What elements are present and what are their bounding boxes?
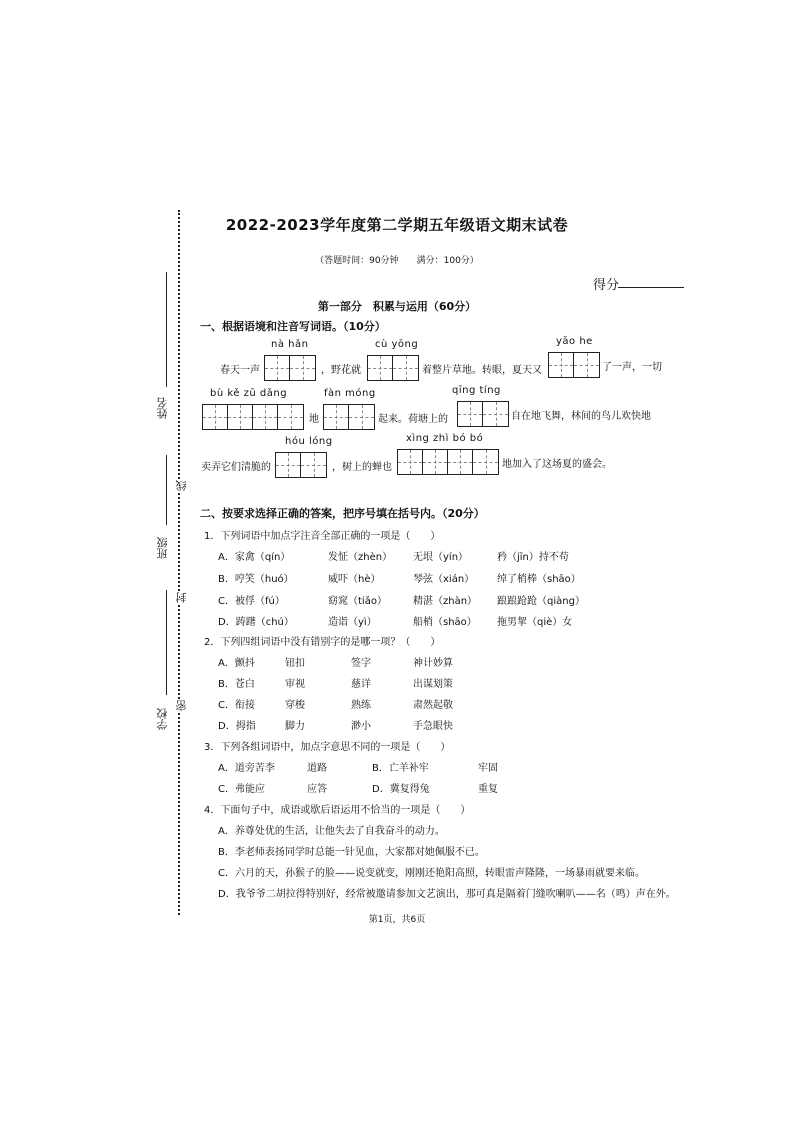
binding-dotted-line (178, 210, 180, 915)
q1-word: 船梢（shāo） (413, 617, 477, 628)
seal-mi-char: 密 (175, 700, 188, 711)
text-segment: ，树上的蝉也 (332, 462, 392, 473)
pinyin-yaohe: yāo he (556, 336, 593, 347)
q2-word: 熟练 (351, 700, 371, 711)
exam-subtitle: （答题时间：90分钟 满分：100分） (315, 256, 479, 266)
q2-option[interactable]: A．颤抖 (218, 658, 255, 669)
q1-option[interactable]: B．哼笑（huó） (218, 574, 294, 585)
q2-option[interactable]: B．苍白 (218, 679, 255, 690)
q4-option[interactable]: B．李老师表扬同学时总能一针见血，大家都对她佩服不已。 (218, 847, 485, 858)
q1-word: 琴弦（xián） (413, 574, 475, 585)
q4-stem: 4．下面句子中，成语或歇后语运用不恰当的一项是（ ） (204, 805, 471, 816)
q2-word: 肃然起敬 (413, 700, 453, 711)
q1-word: 造诣（yì） (328, 617, 377, 628)
q2-option[interactable]: C．衔接 (218, 700, 255, 711)
q3-option[interactable]: B．亡羊补牢 (372, 763, 429, 774)
q2-word: 签字 (351, 658, 371, 669)
text-segment: 起来。荷塘上的 (378, 414, 448, 425)
score-blank[interactable] (618, 287, 684, 288)
text-segment: 了一声，一切 (602, 362, 662, 373)
q2-word: 钮扣 (285, 658, 305, 669)
q3-word: 牢固 (478, 763, 498, 774)
text-segment: 春天一声 (220, 365, 260, 376)
q4-option[interactable]: C．六月的天，孙猴子的脸——说变就变，刚刚还艳阳高照，转眼雷声隆隆，一场暴雨就要来临。 (218, 868, 645, 879)
text-segment: 地 (309, 414, 319, 425)
pinyin-qingting: qīng tíng (452, 385, 501, 396)
seal-line-char: 线 (175, 480, 188, 491)
text-segment: 着整片草地。转眼，夏天又 (422, 365, 542, 376)
q2-stem: 2．下列四组词语中没有错别字的是哪一项？（ ） (204, 637, 441, 648)
q1-word: 无垠（yín） (413, 552, 469, 563)
section2-heading: 二、按要求选择正确的答案，把序号填在括号内。（20分） (200, 507, 485, 520)
page-number: 第1页，共6页 (368, 915, 426, 925)
answer-grid-qingting[interactable] (457, 401, 509, 427)
q2-word: 脚力 (285, 721, 305, 732)
seal-feng-char: 封 (175, 592, 188, 603)
name-blank-line (166, 272, 167, 387)
text-segment: 自在地飞舞，林间的鸟儿欢快地 (511, 411, 651, 422)
q2-word: 手急眼快 (413, 721, 453, 732)
answer-grid-cuyong[interactable] (367, 355, 419, 381)
q1-word: 发怔（zhèn） (328, 552, 393, 563)
q3-word: 应答 (307, 784, 327, 795)
part-heading: 第一部分 积累与运用（60分） (317, 300, 477, 313)
answer-grid-yaohe[interactable] (548, 352, 600, 378)
text-segment: 地加入了这场夏的盛会。 (502, 459, 612, 470)
q1-word: 威吓（hè） (328, 574, 381, 585)
q2-word: 穿梭 (285, 700, 305, 711)
answer-grid-nahan[interactable] (264, 355, 316, 381)
answer-grid-houlong[interactable] (275, 452, 327, 478)
pinyin-nahan: nà hǎn (271, 339, 309, 350)
name-label: 姓名 (156, 397, 169, 419)
school-blank-line (166, 590, 167, 695)
section1-heading: 一、根据语境和注音写词语。（10分） (200, 320, 386, 333)
q2-word: 渺小 (351, 721, 371, 732)
q1-word: 矜（jīn）持不苟 (497, 552, 569, 563)
q3-option[interactable]: A．道旁苦李 (218, 763, 275, 774)
q1-option[interactable]: C．被俘（fú） (218, 596, 285, 607)
text-segment: ，野花就 (321, 365, 361, 376)
q3-word: 重复 (478, 784, 498, 795)
school-label: 学校 (156, 708, 169, 730)
q3-option[interactable]: C．弗能应 (218, 784, 265, 795)
answer-grid-xingzhibobo[interactable] (397, 449, 499, 475)
q1-stem: 1．下列词语中加点字注音全部正确的一项是（ ） (204, 531, 441, 542)
answer-grid-bukezudang[interactable] (202, 404, 304, 430)
q1-word: 绰了梢棒（shāo） (497, 574, 581, 585)
q2-option[interactable]: D．拇指 (218, 721, 256, 732)
q4-option[interactable]: A．养尊处优的生活，让他失去了自我奋斗的动力。 (218, 826, 445, 837)
q1-word: 踉踉跄跄（qiàng） (497, 596, 585, 607)
q1-option[interactable]: A．家禽（qín） (218, 552, 291, 563)
q1-word: 窈窕（tiǎo） (328, 596, 387, 607)
q3-stem: 3．下列各组词语中，加点字意思不同的一项是（ ） (204, 742, 451, 753)
q1-option[interactable]: D．踌躇（chú） (218, 617, 294, 628)
score-label: 得分 (593, 278, 620, 293)
q2-word: 慈详 (351, 679, 371, 690)
pinyin-xingzhibobo: xìng zhì bó bó (406, 433, 484, 444)
pinyin-cuyong: cù yōng (375, 339, 419, 350)
q3-word: 道路 (307, 763, 327, 774)
q1-word: 精湛（zhàn） (413, 596, 478, 607)
pinyin-bukezudang: bù kě zū dǎng (210, 388, 288, 399)
pinyin-fanmong: fàn móng (324, 388, 376, 399)
q2-word: 出谋划策 (413, 679, 453, 690)
class-label: 班级 (156, 537, 169, 559)
exam-title: 2022-2023学年度第二学期五年级语文期末试卷 (225, 216, 569, 234)
q2-word: 审视 (285, 679, 305, 690)
class-blank-line (166, 455, 167, 525)
pinyin-houlong: hóu lóng (285, 436, 333, 447)
q1-word: 拖男挈（qiè）女 (497, 617, 573, 628)
q2-word: 神计妙算 (413, 658, 453, 669)
text-segment: 卖弄它们清脆的 (201, 462, 271, 473)
q3-option[interactable]: D．冀复得兔 (372, 784, 430, 795)
q4-option[interactable]: D．我爷爷二胡拉得特别好，经常被邀请参加文艺演出，那可真是隔着门缝吹喇叭——名（鸣）声在外。 (218, 889, 676, 900)
answer-grid-fanmong[interactable] (323, 404, 375, 430)
